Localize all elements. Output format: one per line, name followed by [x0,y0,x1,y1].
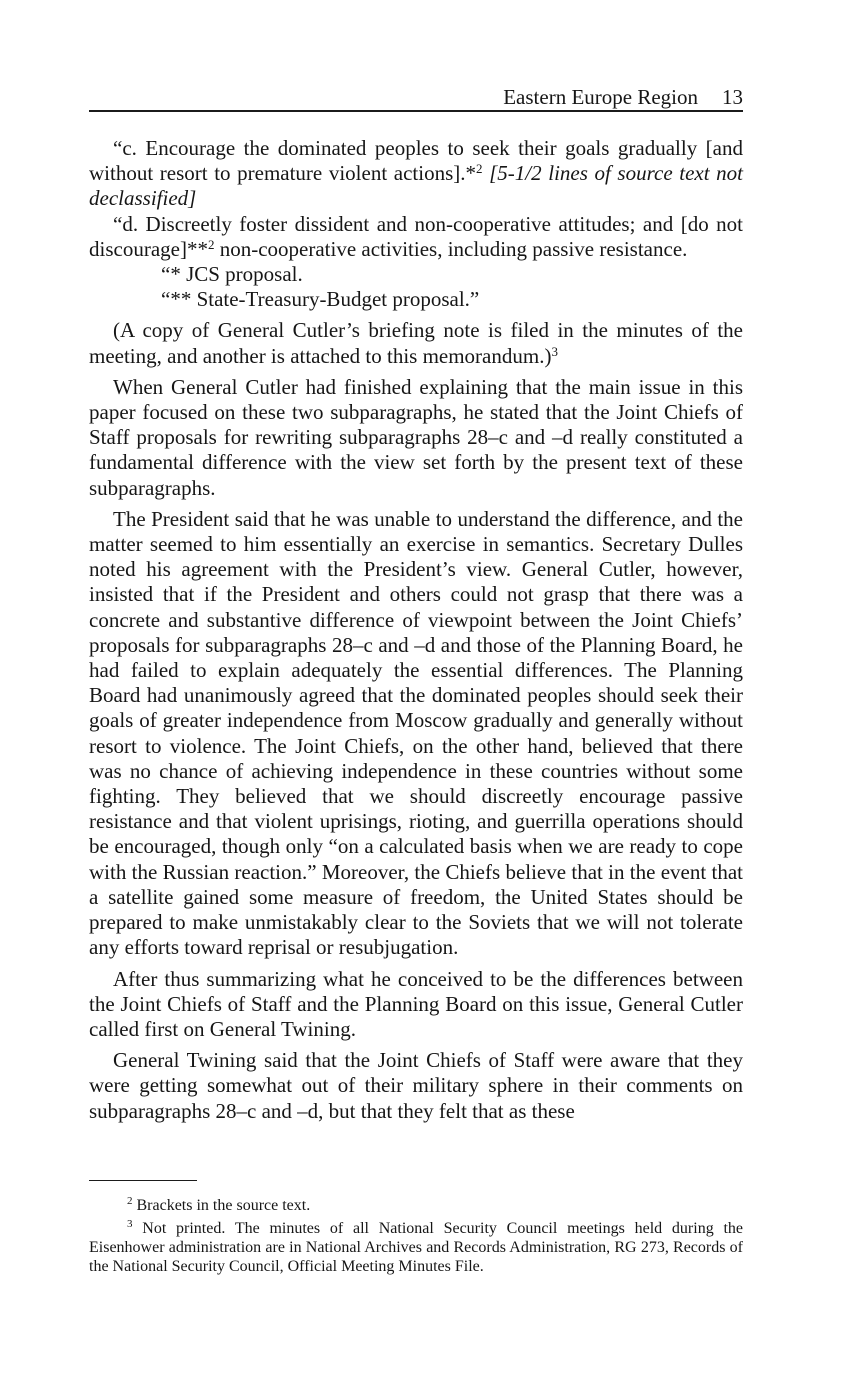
paragraph-copy-note [89,318,743,368]
editorial-note: [5-1/2 lines of source text not declassified] [89,161,743,211]
quote-d-part2: non-cooperative activities, including passive resistance. [214,236,688,261]
footnote-ref: 3 [551,343,558,359]
quote-note-jcs: “* JCS proposal. [161,262,303,287]
footnote-3 [89,1219,743,1276]
footnote-text: Not printed. The minutes of all National Security Council meetings held during the Eisenhower administration are in National Archives and Records Administration, RG 273, Records of the National Security Council, Official Meeting Minutes File. [89,1220,743,1275]
footnote-rule [89,1180,197,1181]
quote-note-state: “** State-Treasury-Budget proposal.” [161,287,480,312]
footnote-ref: 2 [476,161,483,177]
quote-paragraph-c [89,136,743,212]
footnote-text: Brackets in the source text. [136,1197,311,1214]
footnote-ref: 2 [207,236,215,252]
quote-d-part1: “d. Discreetly foster dissident and non-cooperative attitudes; and [do not discourage]** [89,211,743,261]
copy-note-text: (A copy of General Cutler’s briefing note is filed in the minutes of the meeting, and another is attached to this memorandum.) [89,318,743,368]
footnote-marker: 2 [127,1195,133,1207]
body-text [89,136,743,1124]
paragraph-twining: General Twining said that the Joint Chiefs of Staff were aware that they were getting somewhat out of their military sphere in their comments on subparagraphs 28–c and –d, but that they felt that as these [89,1048,743,1123]
page-number: 13 [722,85,743,109]
quote-c-text: “c. Encourage the dominated peoples to seek their goals gradually [and without resort to premature violent actions].* [89,136,743,186]
paragraph-cutler: When General Cutler had finished explaining that the main issue in this paper focused on these two subparagraphs, he stated that the Joint Chiefs of Staff proposals for rewriting subparagraphs 28–c and –d really constituted a fundamental difference with the view set forth by the present text of these subparagraphs. [89,374,743,500]
footnotes [89,1196,743,1280]
section-title: Eastern Europe Region [503,85,698,109]
footnote-marker: 3 [127,1218,133,1230]
paragraph-president: The President said that he was unable to understand the difference, and the matter seemed to him essentially an exercise in semantics. Secretary Dulles noted his agreement with the President’s view. General Cutler, however, insisted that if the President and others could not grasp that there was a concrete and substantive difference of viewpoint between the Joint Chiefs’ proposals for subparagraphs 28–c and –d and those of the Planning Board, he had failed to explain adequately the essential differences. The Planning Board had unanimously agreed that the dominated peoples should seek their goals of greater independence from Moscow gradually and generally without resort to violence. The Joint Chiefs, on the other hand, believed that there was no chance of achieving independence in these countries without some fighting. They believed that we should discreetly encourage passive resistance and that violent uprisings, rioting, and guerrilla operations should be encouraged, though only “on a calculated basis when we are ready to cope with the Russian reaction.” Moreover, the Chiefs believe that in the event that a satellite gained some measure of freedom, the United States should be prepared to make unmistakably clear to the Soviets that we will not tolerate any efforts toward reprisal or resubjugation. [89,506,743,960]
footnote-2 [89,1196,743,1215]
running-header [89,84,743,112]
quote-paragraph-d [89,212,743,262]
paragraph-summary: After thus summarizing what he conceived to be the differences between the Joint Chiefs of Staff and the Planning Board on this issue, General Cutler called first on General Twining. [89,966,743,1041]
